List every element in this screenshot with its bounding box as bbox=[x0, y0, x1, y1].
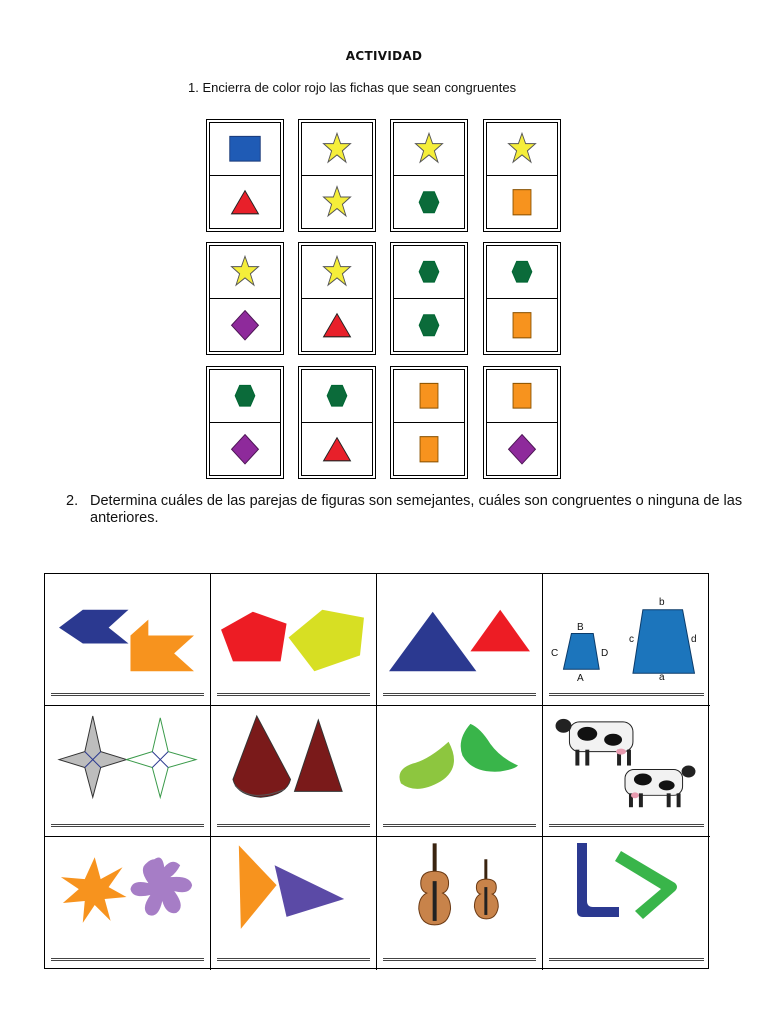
star-icon bbox=[487, 123, 557, 175]
answer-line[interactable] bbox=[217, 693, 370, 696]
chevron-pair-icon bbox=[45, 574, 210, 705]
triangle-icon bbox=[302, 423, 372, 476]
domino-tile[interactable] bbox=[390, 366, 468, 479]
domino-top-half bbox=[210, 370, 280, 423]
domino-tile[interactable] bbox=[483, 242, 561, 355]
domino-bottom-half bbox=[210, 423, 280, 476]
hexagon-icon bbox=[487, 246, 557, 298]
domino-bottom-half bbox=[302, 176, 372, 229]
answer-line[interactable] bbox=[51, 958, 204, 961]
answer-line[interactable] bbox=[383, 693, 536, 696]
diamond-icon bbox=[210, 299, 280, 352]
domino-tile[interactable] bbox=[483, 366, 561, 479]
square-orange-icon bbox=[487, 176, 557, 229]
domino-top-half bbox=[394, 370, 464, 423]
l-shape-pair-icon bbox=[543, 837, 710, 970]
label-C: C bbox=[551, 648, 559, 659]
right-triangle-pair-icon bbox=[211, 837, 376, 970]
domino-bottom-half bbox=[394, 299, 464, 352]
square-orange-icon bbox=[487, 299, 557, 352]
domino-top-half bbox=[302, 123, 372, 176]
domino-top-half bbox=[394, 246, 464, 299]
cell-stars-blobs bbox=[45, 837, 211, 970]
domino-tile[interactable] bbox=[206, 366, 284, 479]
domino-top-half bbox=[210, 246, 280, 299]
hexagon-icon bbox=[394, 299, 464, 352]
answer-line[interactable] bbox=[549, 693, 704, 696]
cell-pentagons bbox=[211, 574, 377, 706]
triangle-pair-icon bbox=[377, 574, 542, 705]
domino-tile[interactable] bbox=[483, 119, 561, 232]
star-icon bbox=[302, 176, 372, 229]
hexagon-icon bbox=[302, 370, 372, 422]
answer-line[interactable] bbox=[51, 824, 204, 827]
domino-tile[interactable] bbox=[298, 366, 376, 479]
domino-bottom-half bbox=[487, 299, 557, 352]
pentagon-pair-icon bbox=[211, 574, 376, 705]
triangle-icon bbox=[210, 176, 280, 229]
question-1: 1. Encierra de color rojo las fichas que sean congruentes bbox=[188, 80, 517, 95]
question-2-number: 2. bbox=[66, 493, 79, 509]
hexagon-icon bbox=[210, 370, 280, 422]
square-orange-icon bbox=[394, 370, 464, 422]
domino-bottom-half bbox=[210, 299, 280, 352]
domino-tile[interactable] bbox=[206, 119, 284, 232]
cell-four-point-stars bbox=[45, 706, 211, 837]
star-blob-pair-icon bbox=[45, 837, 210, 970]
answer-line[interactable] bbox=[549, 958, 704, 961]
label-D: D bbox=[601, 648, 609, 659]
diamond-icon bbox=[487, 423, 557, 476]
domino-top-half bbox=[210, 123, 280, 176]
star-icon bbox=[210, 246, 280, 298]
star-icon bbox=[302, 246, 372, 298]
cell-triangles bbox=[377, 574, 543, 706]
violin-pair-icon bbox=[377, 837, 542, 970]
cell-trapezoids bbox=[543, 574, 710, 706]
cone-pair-icon bbox=[211, 706, 376, 836]
hexagon-icon bbox=[394, 246, 464, 298]
domino-bottom-half bbox=[487, 176, 557, 229]
star-icon bbox=[394, 123, 464, 175]
square-orange-icon bbox=[487, 370, 557, 422]
domino-tile[interactable] bbox=[390, 119, 468, 232]
page-title: ACTIVIDAD bbox=[345, 49, 423, 63]
triangle-icon bbox=[302, 299, 372, 352]
domino-top-half bbox=[302, 246, 372, 299]
figure-pairs-table bbox=[44, 573, 709, 969]
domino-bottom-half bbox=[487, 423, 557, 476]
answer-line[interactable] bbox=[217, 824, 370, 827]
domino-tile[interactable] bbox=[298, 242, 376, 355]
cell-right-triangles bbox=[211, 837, 377, 970]
label-A: A bbox=[577, 673, 584, 684]
answer-line[interactable] bbox=[383, 824, 536, 827]
cell-chevrons bbox=[45, 574, 211, 706]
diamond-icon bbox=[210, 423, 280, 476]
label-c: c bbox=[629, 634, 634, 645]
question-2 bbox=[66, 493, 746, 527]
domino-top-half bbox=[487, 246, 557, 299]
cell-violins bbox=[377, 837, 543, 970]
domino-top-half bbox=[302, 370, 372, 423]
domino-bottom-half bbox=[302, 423, 372, 476]
hexagon-icon bbox=[394, 176, 464, 229]
domino-bottom-half bbox=[210, 176, 280, 229]
question-2-text: Determina cuáles de las parejas de figuras son semejantes, cuáles son congruentes o ninguna de las anteriores. bbox=[90, 493, 743, 526]
domino-top-half bbox=[394, 123, 464, 176]
cell-leaves bbox=[377, 706, 543, 837]
cow-pair-icon bbox=[543, 706, 710, 836]
leaf-pair-icon bbox=[377, 706, 542, 836]
label-a: a bbox=[659, 672, 665, 683]
trapezoid-pair-icon bbox=[543, 574, 710, 705]
square-orange-icon bbox=[394, 423, 464, 476]
cell-cones bbox=[211, 706, 377, 837]
answer-line[interactable] bbox=[217, 958, 370, 961]
square-icon bbox=[210, 123, 280, 175]
domino-top-half bbox=[487, 123, 557, 176]
cell-cows bbox=[543, 706, 710, 837]
label-B: B bbox=[577, 622, 584, 633]
star-icon bbox=[302, 123, 372, 175]
domino-tile[interactable] bbox=[206, 242, 284, 355]
domino-bottom-half bbox=[394, 176, 464, 229]
domino-top-half bbox=[487, 370, 557, 423]
domino-bottom-half bbox=[302, 299, 372, 352]
answer-line[interactable] bbox=[51, 693, 204, 696]
answer-line[interactable] bbox=[549, 824, 704, 827]
label-d: d bbox=[691, 634, 697, 645]
domino-bottom-half bbox=[394, 423, 464, 476]
four-point-star-pair-icon bbox=[45, 706, 210, 836]
answer-line[interactable] bbox=[383, 958, 536, 961]
label-b: b bbox=[659, 597, 665, 608]
domino-tile[interactable] bbox=[298, 119, 376, 232]
domino-tile[interactable] bbox=[390, 242, 468, 355]
cell-l-shapes bbox=[543, 837, 710, 970]
